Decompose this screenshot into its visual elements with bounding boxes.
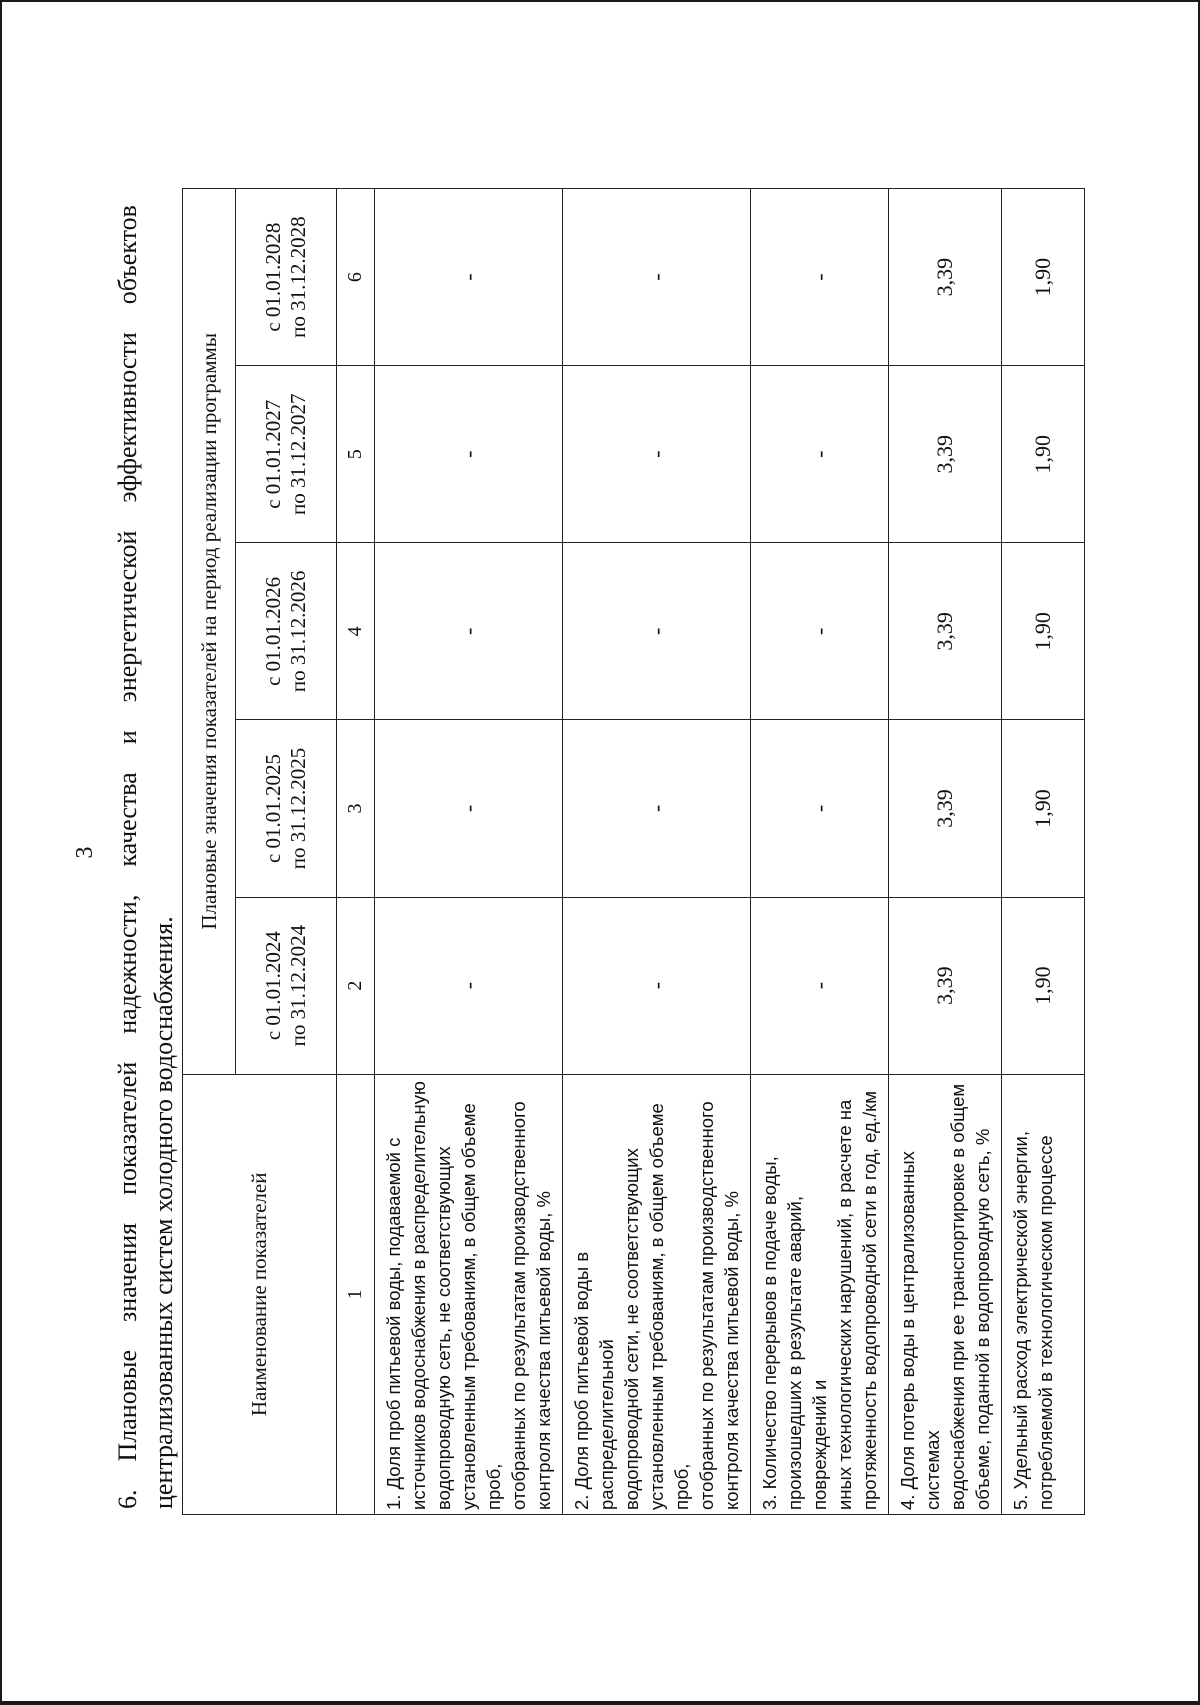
value-cell: 3,39 [889,720,1002,897]
value-cell: 1,90 [1002,543,1085,720]
section-heading [110,205,182,1509]
indicator-name-line: водоснабжения при ее транспортировке в общем [947,1083,968,1510]
value-cell: 1,90 [1002,720,1085,897]
year-from: с 01.01.2027 [261,399,285,509]
column-number: 5 [337,366,375,543]
year-to: по 31.12.2025 [286,747,310,870]
year-to: по 31.12.2024 [286,924,310,1047]
value-cell: - [751,720,889,897]
heading-line-2: централизованных систем холодного водоснабжения. [149,916,178,1509]
indicator-name-cell [889,1074,1002,1514]
indicator-name-line: 5. Удельный расход электрической энергии, [1010,1131,1031,1510]
value-cell: - [375,189,563,366]
value-cell: 3,39 [889,366,1002,543]
value-cell: 1,90 [1002,897,1085,1074]
column-number: 6 [337,189,375,366]
value-cell: 3,39 [889,897,1002,1074]
indicator-name-line: отобранных по результатам производственного [696,1101,717,1510]
column-number: 2 [337,897,375,1074]
heading-word: надежности, [113,894,142,1034]
value-cell: - [375,366,563,543]
header-year-2025 [236,720,337,897]
indicator-name-line: потребляемой в технологическом процессе [1035,1135,1056,1510]
value-cell: 1,90 [1002,366,1085,543]
column-number: 3 [337,720,375,897]
heading-word: и [113,730,142,745]
value-cell: - [751,543,889,720]
page-number: 3 [72,846,98,859]
column-number: 1 [337,1074,375,1514]
heading-line-1 [110,205,146,1509]
value-cell: - [563,366,751,543]
indicator-name-line: водопроводную сеть, не соответствующих [433,1146,454,1510]
header-year-2024 [236,897,337,1074]
indicators-table [182,188,1085,1515]
indicator-name-line: произошедших в результате аварий, повреждений и [784,1196,830,1510]
table-row [751,189,889,1515]
heading-word: показателей [113,1061,142,1195]
heading-word: эффективности [113,332,142,503]
indicator-name-line: установленным требованиям, в общем объеме проб, [646,1103,692,1510]
indicator-name-line: объеме, поданной в водопроводную сеть, % [972,1128,993,1510]
table-row [375,189,563,1515]
year-from: с 01.01.2028 [261,222,285,332]
table-row [1002,189,1085,1515]
header-year-2026 [236,543,337,720]
value-cell: 3,39 [889,189,1002,366]
table-row [563,189,751,1515]
header-indicator-name: Наименование показателей [183,1074,337,1514]
indicator-name-line: 1. Доля проб питьевой воды, подаваемой с [383,1137,404,1510]
value-cell: - [563,189,751,366]
value-cell: 1,90 [1002,189,1085,366]
column-number-row [337,189,375,1515]
value-cell: 3,39 [889,543,1002,720]
value-cell: - [751,189,889,366]
indicator-name-cell [751,1074,889,1514]
indicator-name-line: отобранных по результатам производственного [508,1101,529,1510]
indicator-name-cell [375,1074,563,1514]
heading-word: Плановые [113,1350,142,1462]
indicator-name-line: установленным требованиям, в общем объеме проб, [458,1103,504,1510]
indicator-name-cell [563,1074,751,1514]
header-year-2028 [236,189,337,366]
year-from: с 01.01.2024 [261,931,285,1041]
header-year-2027 [236,366,337,543]
header-planned-period: Плановые значения показателей на период реализации программы [183,189,236,1075]
indicator-name-line: контроля качества питьевой воды, % [533,1191,554,1510]
value-cell: - [751,897,889,1074]
heading-word: 6. [113,1489,142,1509]
indicator-name-line: контроля качества питьевой воды, % [721,1191,742,1510]
value-cell: - [751,366,889,543]
value-cell: - [563,897,751,1074]
indicator-name-cell [1002,1074,1085,1514]
indicator-name-line: 2. Доля проб питьевой воды в распределительной [571,1251,617,1510]
value-cell: - [563,720,751,897]
year-from: с 01.01.2025 [261,753,285,864]
indicator-name-line: иных технологических нарушений, в расчете на [834,1099,855,1510]
year-to: по 31.12.2028 [286,216,310,338]
year-to: по 31.12.2027 [286,393,310,515]
heading-word: значения [113,1222,142,1322]
value-cell: - [375,543,563,720]
year-from: с 01.01.2026 [261,576,285,686]
indicator-name-line: 3. Количество перерывов в подаче воды, [759,1156,780,1510]
value-cell: - [375,897,563,1074]
indicator-name-line: источников водоснабжения в распределительную [408,1081,429,1510]
table-row [889,189,1002,1515]
heading-word: энергетической [113,530,142,703]
indicator-name-line: протяженность водопроводной сети в год, ед./км [859,1091,880,1510]
indicator-name-line: 4. Доля потерь воды в централизованных системах [897,1151,943,1510]
heading-word: объектов [113,205,142,305]
column-number: 4 [337,543,375,720]
heading-word: качества [113,772,142,867]
value-cell: - [375,720,563,897]
year-to: по 31.12.2026 [286,570,310,693]
indicator-name-line: водопроводной сети, не соответствующих [621,1148,642,1510]
value-cell: - [563,543,751,720]
